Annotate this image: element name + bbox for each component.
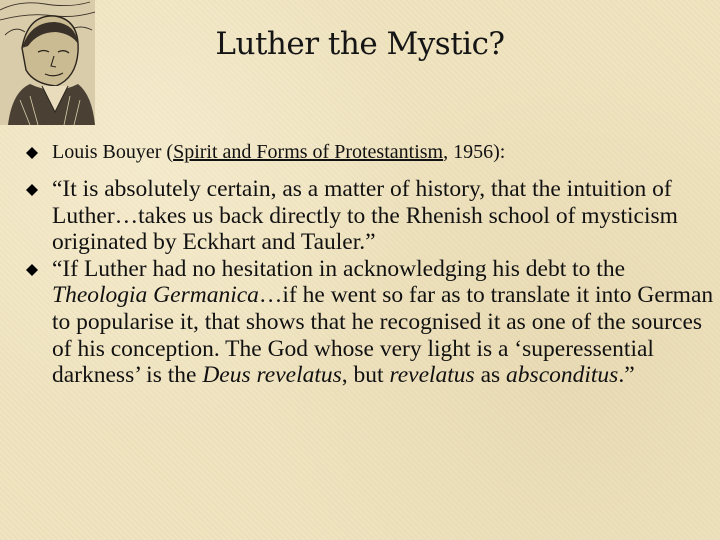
quote-text: “It is absolutely certain, as a matter of history, that the intuition of Luther…takes us back directly to the Rhenish school of mysticism originated by Eckhart and Tauler.”	[52, 176, 678, 256]
quote-text: “If Luther had no hesitation in acknowledging his debt to the	[52, 255, 625, 282]
bullet-text: Louis Bouyer (	[52, 141, 174, 163]
diamond-bullet-icon	[26, 264, 38, 276]
bullet-list	[24, 140, 714, 389]
quote-text: .”	[618, 362, 635, 389]
italic-term: revelatus	[389, 362, 475, 389]
book-title: Spirit and Forms of Protestantism	[173, 141, 444, 163]
quote-text: …if he went so far as to translate it into German to popularise it, that shows that he recognised it as one of the sources of his conception. The God whose very light is a ‘superessential darkness’ is the	[52, 282, 714, 389]
slide-title: Luther the Mystic?	[215, 26, 505, 62]
bullet-text: , 1956):	[443, 141, 506, 163]
diamond-bullet-icon	[26, 147, 38, 159]
italic-term: absconditus	[506, 362, 619, 389]
italic-term: Deus revelatus	[202, 362, 342, 389]
bullet-item	[24, 256, 714, 389]
bullet-item	[24, 176, 714, 256]
luther-portrait-image	[0, 0, 95, 125]
bullet-item	[24, 140, 714, 164]
quote-text: as	[474, 362, 507, 389]
italic-term: Theologia Germanica	[52, 282, 259, 309]
diamond-bullet-icon	[26, 184, 38, 196]
quote-text: , but	[341, 362, 390, 389]
